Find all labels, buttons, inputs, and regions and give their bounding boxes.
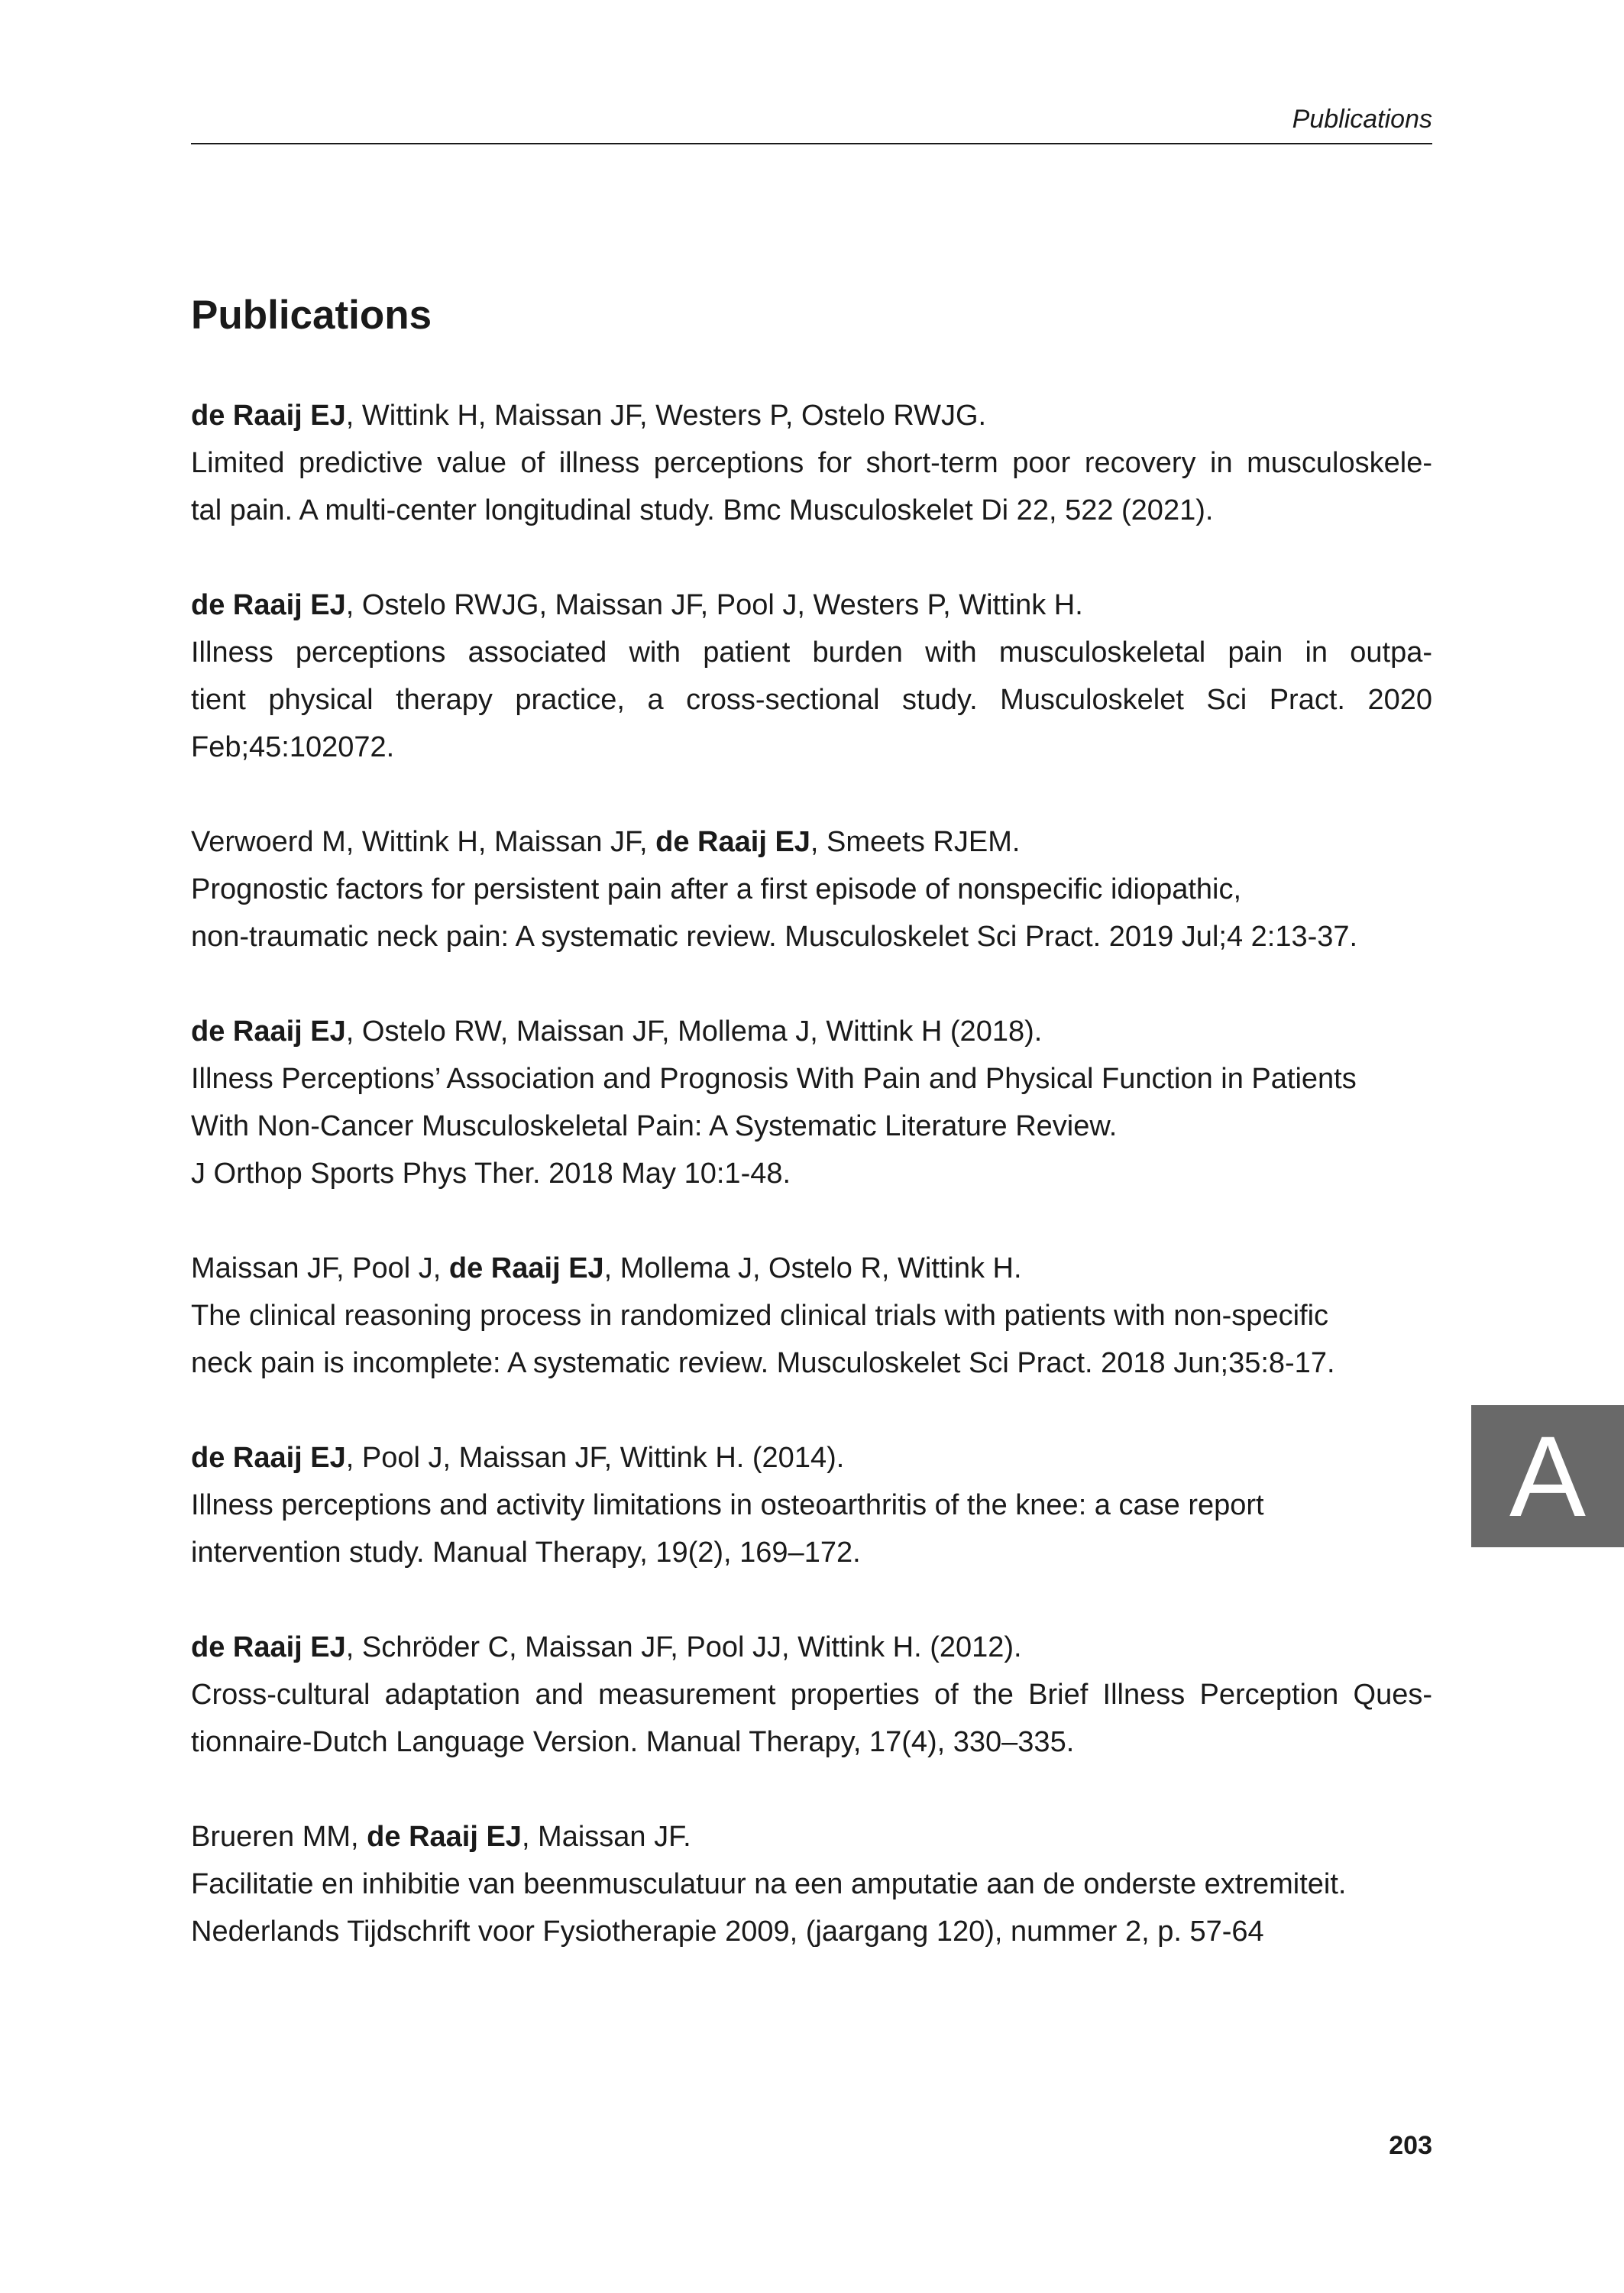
author-highlight: de Raaij EJ <box>191 1015 346 1048</box>
citation-line: Limited predictive value of illness perceptions for short-term poor recovery in musculoskele- <box>191 447 1432 479</box>
citation-line: Illness perceptions and activity limitations in osteoarthritis of the knee: a case report <box>191 1489 1264 1521</box>
citation-line: Cross-cultural adaptation and measurement properties of the Brief Illness Perception Ques- <box>191 1679 1432 1711</box>
publication-entry <box>191 1245 1432 1387</box>
citation-line: intervention study. Manual Therapy, 19(2), 169–172. <box>191 1537 861 1569</box>
author-text: Maissan JF, Pool J, <box>191 1252 449 1284</box>
publication-entry <box>191 1813 1432 1955</box>
publication-entry <box>191 1624 1432 1766</box>
author-text: , Ostelo RWJG, Maissan JF, Pool J, Westers P, Wittink H. <box>345 589 1083 621</box>
publication-authors <box>191 1008 1432 1055</box>
publication-entry <box>191 392 1432 534</box>
publication-authors <box>191 1245 1432 1292</box>
author-text: , Wittink H, Maissan JF, Westers P, Ostelo RWJG. <box>345 400 987 432</box>
citation-line: Feb;45:102072. <box>191 731 395 763</box>
citation-line: Facilitatie en inhibitie van beenmusculatuur na een amputatie aan de onderste extremiteit. <box>191 1868 1347 1900</box>
author-highlight: de Raaij EJ <box>655 826 810 858</box>
header-rule <box>191 143 1432 144</box>
publication-authors <box>191 818 1432 866</box>
publication-authors <box>191 1434 1432 1482</box>
citation-line: Illness perceptions associated with patient burden with musculoskeletal pain in outpa- <box>191 636 1432 669</box>
publication-entry <box>191 1434 1432 1576</box>
publication-entry <box>191 1008 1432 1197</box>
author-text: , Mollema J, Ostelo R, Wittink H. <box>603 1252 1022 1284</box>
citation-line: tient physical therapy practice, a cross-sectional study. Musculoskelet Sci Pract. 2020 <box>191 684 1432 716</box>
author-text: , Smeets RJEM. <box>810 826 1021 858</box>
publication-list <box>191 392 1432 2003</box>
author-highlight: de Raaij EJ <box>448 1252 604 1284</box>
publication-entry <box>191 581 1432 771</box>
publication-authors <box>191 392 1432 439</box>
page-number: 203 <box>1389 2131 1432 2160</box>
citation-line: With Non-Cancer Musculoskeletal Pain: A Systematic Literature Review. <box>191 1110 1118 1142</box>
section-title: Publications <box>191 293 432 338</box>
author-highlight: de Raaij EJ <box>191 400 346 432</box>
author-highlight: de Raaij EJ <box>191 1631 346 1663</box>
publication-entry <box>191 818 1432 960</box>
publication-authors <box>191 1813 1432 1861</box>
publication-authors <box>191 581 1432 629</box>
author-highlight: de Raaij EJ <box>191 1442 346 1474</box>
citation-line: non-traumatic neck pain: A systematic review. Musculoskelet Sci Pract. 2019 Jul;4 2:13-37. <box>191 921 1358 953</box>
citation-line: tionnaire-Dutch Language Version. Manual Therapy, 17(4), 330–335. <box>191 1726 1075 1758</box>
citation-line: The clinical reasoning process in randomized clinical trials with patients with non-specific <box>191 1300 1329 1332</box>
author-text: Brueren MM, <box>191 1821 367 1853</box>
author-text: , Maissan JF. <box>521 1821 691 1853</box>
author-text: , Pool J, Maissan JF, Wittink H. (2014). <box>345 1442 845 1474</box>
publication-authors <box>191 1624 1432 1671</box>
author-highlight: de Raaij EJ <box>191 589 346 621</box>
citation-line: neck pain is incomplete: A systematic review. Musculoskelet Sci Pract. 2018 Jun;35:8-17. <box>191 1347 1335 1379</box>
citation-line: Nederlands Tijdschrift voor Fysiotherapie 2009, (jaargang 120), nummer 2, p. 57-64 <box>191 1916 1264 1948</box>
citation-line: J Orthop Sports Phys Ther. 2018 May 10:1-48. <box>191 1158 791 1190</box>
chapter-tab: A <box>1471 1405 1624 1547</box>
author-text: , Schröder C, Maissan JF, Pool JJ, Wittink H. (2012). <box>345 1631 1022 1663</box>
author-text: Verwoerd M, Wittink H, Maissan JF, <box>191 826 656 858</box>
author-text: , Ostelo RW, Maissan JF, Mollema J, Wittink H (2018). <box>345 1015 1043 1048</box>
running-header: Publications <box>1292 105 1432 134</box>
citation-line: Illness Perceptions’ Association and Prognosis With Pain and Physical Function in Patients <box>191 1063 1357 1095</box>
citation-line: tal pain. A multi-center longitudinal study. Bmc Musculoskelet Di 22, 522 (2021). <box>191 494 1214 526</box>
author-highlight: de Raaij EJ <box>367 1821 522 1853</box>
citation-line: Prognostic factors for persistent pain after a first episode of nonspecific idiopathic, <box>191 873 1242 905</box>
